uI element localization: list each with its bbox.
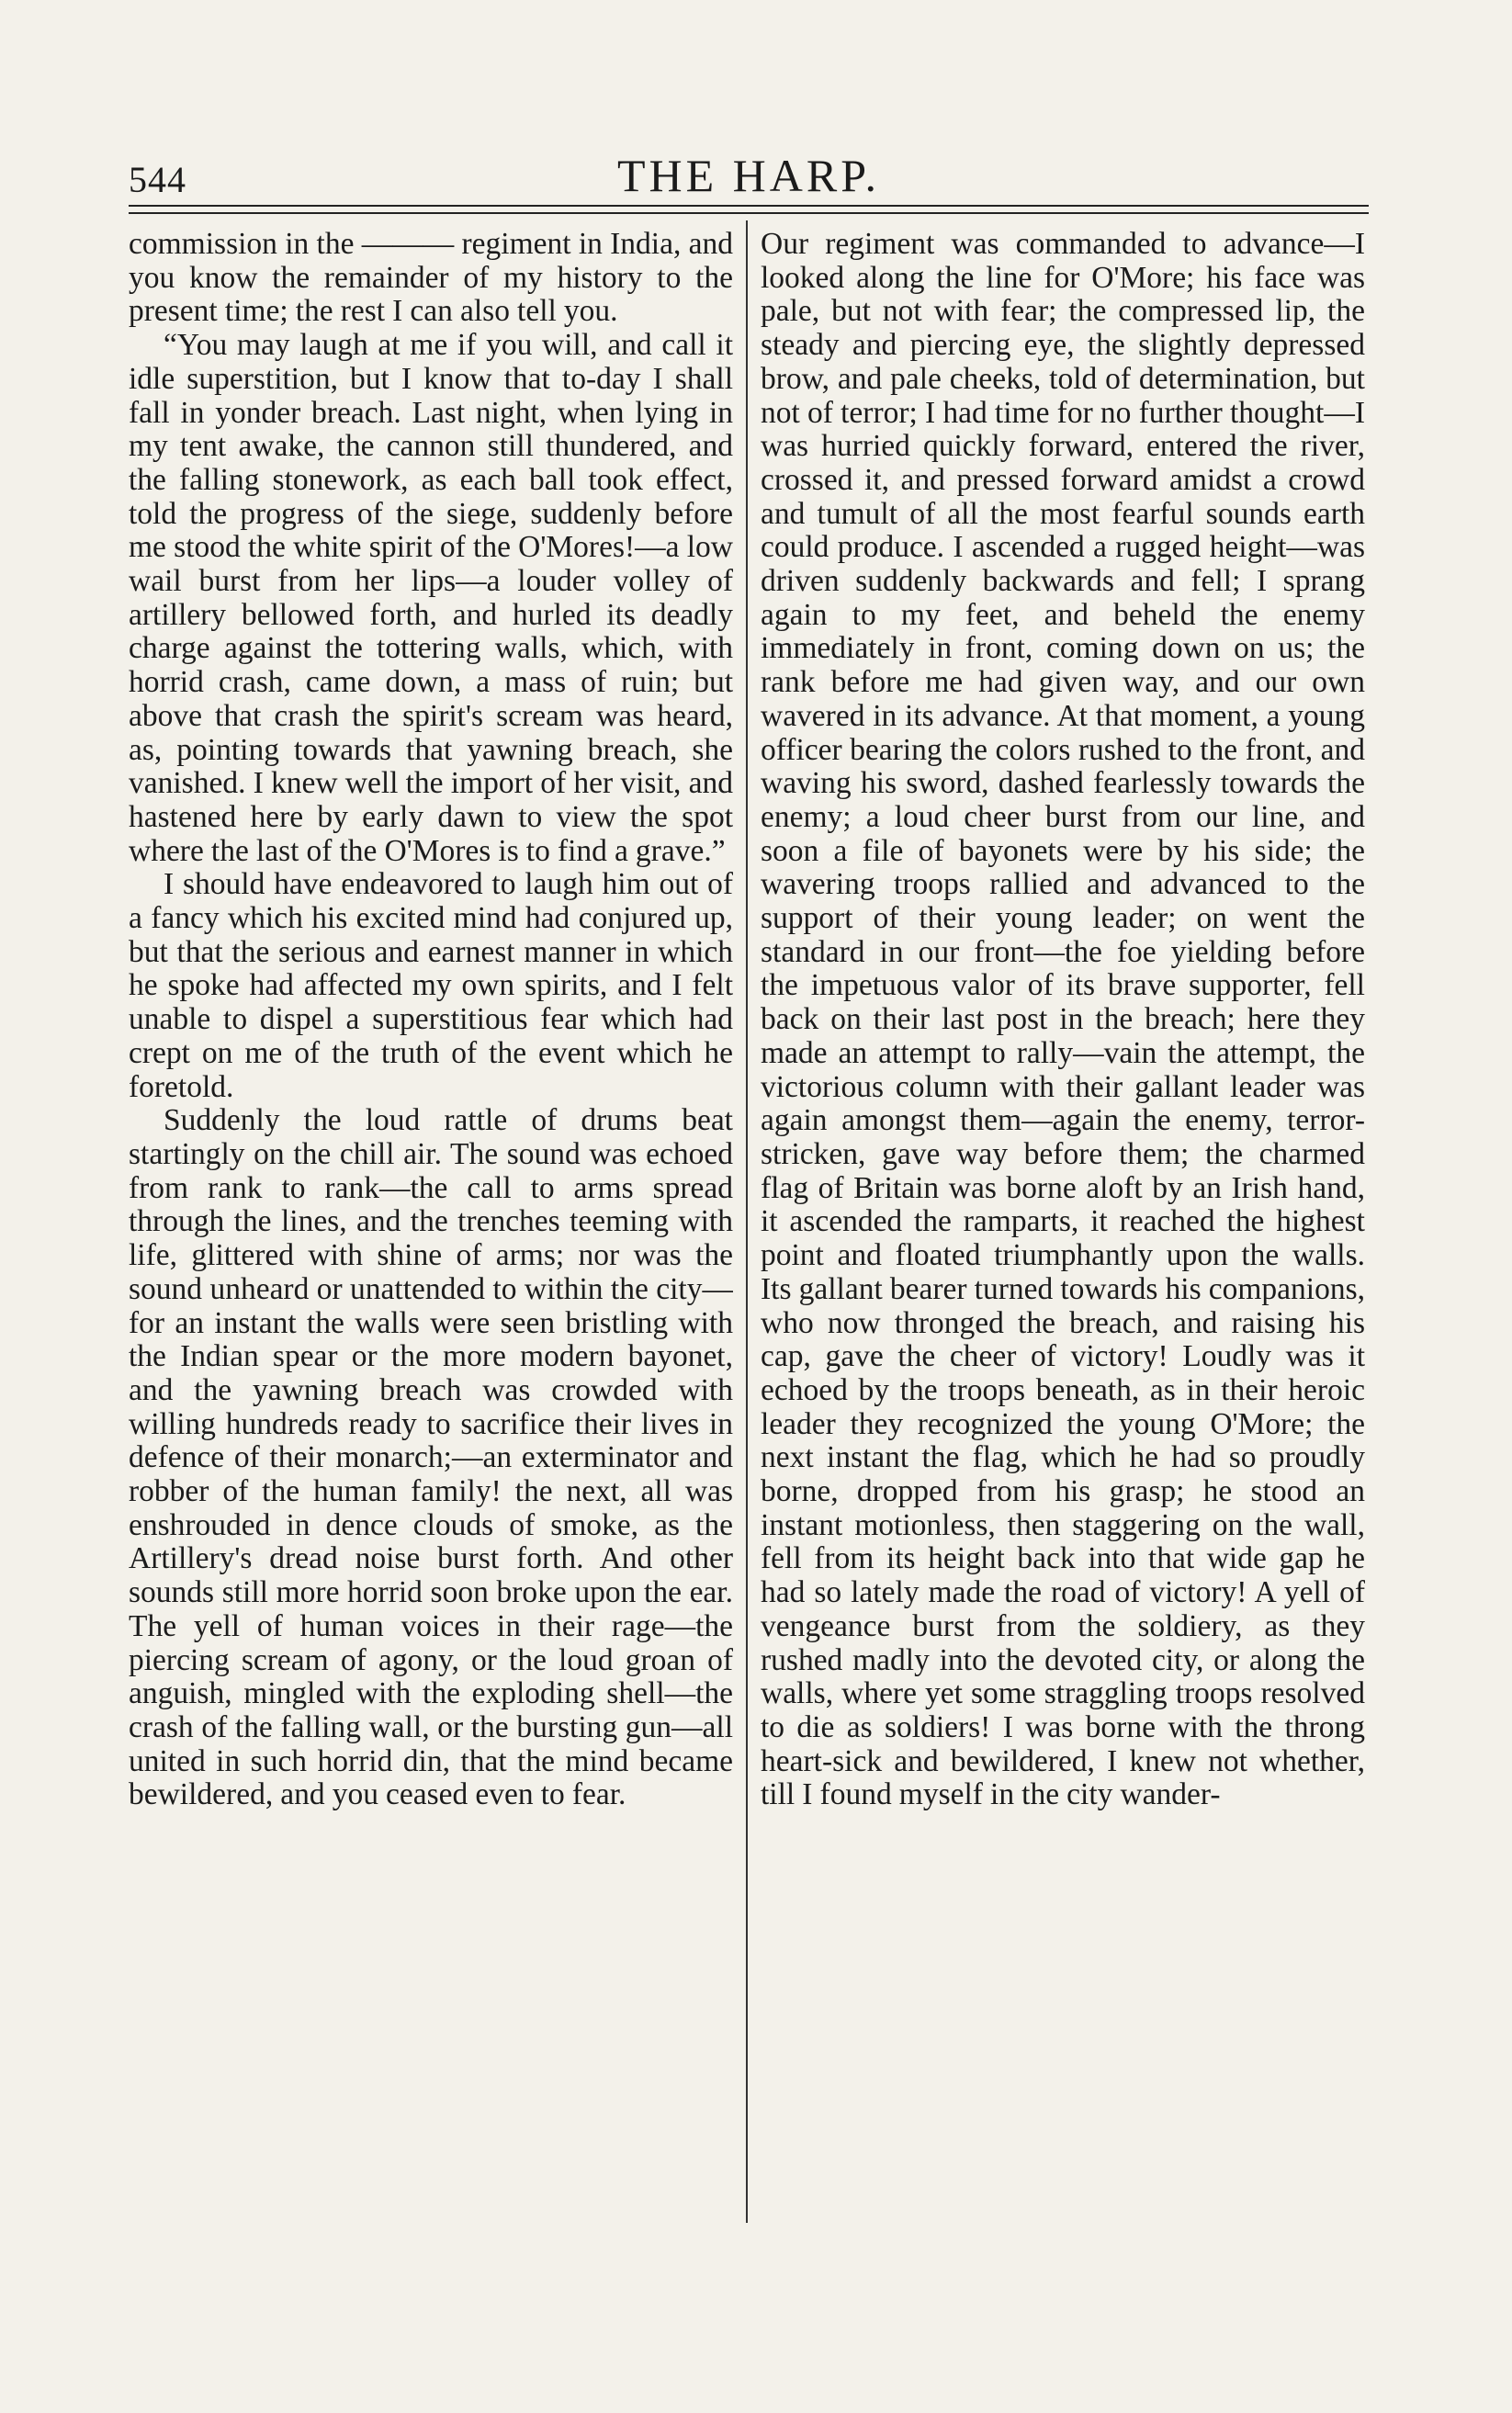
paragraph: I should have endeavored to laugh him out of a fancy which his excited mind had conjured up, but that the serious and earnest manner in which he spoke had affected my own spirits, and I felt unable to dispel a superstitious fear which had crept on me of the truth of the event which he foretold. (129, 867, 733, 1104)
column-divider (746, 220, 748, 2223)
running-title: THE HARP. (616, 150, 881, 201)
paragraph: “You may laugh at me if you will, and call it idle superstition, but I know that to-day I shall fall in yonder breach. Last night, when lying in my tent awake, the cannon still thundered, and the falling stonework, as each ball took effect, told the progress of the siege, suddenly before me stood the white spirit of the O'Mores!—a low wail burst from her lips—a louder volley of artillery bellowed forth, and hurled its deadly charge against the tottering walls, which, with horrid crash, came down, a mass of ruin; but above that crash the spirit's scream was heard, as, pointing towards that yawning breach, she vanished. I knew well the import of her visit, and hastened here by early dawn to view the spot where the last of the O'Mores is to find a grave.” (129, 328, 733, 868)
header-rule-bottom (129, 212, 1369, 214)
right-column (761, 228, 1365, 2214)
left-column (129, 228, 733, 2214)
page-number: 544 (129, 159, 186, 200)
header-rule-top (129, 205, 1369, 207)
paragraph: Our regiment was commanded to advance—I looked along the line for O'More; his face was pale, but not with fear; the compressed lip, the steady and piercing eye, the slightly depressed brow, and pale cheeks, told of determination, but not of terror; I had time for no further thought—I was hurried quickly forward, entered the river, crossed it, and pressed forward amidst a crowd and tumult of all the most fearful sounds earth could produce. I ascended a rugged height—was driven suddenly backwards and fell; I sprang again to my feet, and beheld the enemy immediately in front, coming down on us; the rank before me had given way, and our own wavered in its advance. At that moment, a young officer bearing the colors rushed to the front, and waving his sword, dashed fearlessly towards the enemy; a loud cheer burst from our line, and soon a file of bayonets were by his side; the wavering troops rallied and advanced to the support of their young leader; on went the standard in our front—the foe yielding before the impetuous valor of its brave supporter, fell back on their last post in the breach; here they made an attempt to rally—vain the attempt, the victorious column with their gallant leader was again amongst them—again the enemy, terror-stricken, gave way before them; the charmed flag of Britain was borne aloft by an Irish hand, it ascended the ramparts, it reached the highest point and floated triumphantly upon the walls. Its gallant bearer turned towards his companions, who now thronged the breach, and raising his cap, gave the cheer of victory! Loudly was it echoed by the troops beneath, as in their heroic leader they recognized the young O'More; the next instant the flag, which he had so proudly borne, dropped from his grasp; he stood an instant motionless, then staggering on the wall, fell from its height back into that wide gap he had so lately made the road of victory! A yell of vengeance burst from the soldiery, as they rushed madly into the devoted city, or along the walls, where yet some straggling troops resolved to die as soldiers! I was borne with the throng heart-sick and bewildered, I knew not whether, till I found myself in the city wander- (761, 228, 1365, 1812)
paragraph: Suddenly the loud rattle of drums beat startingly on the chill air. The sound was echoed from rank to rank—the call to arms spread through the lines, and the trenches teeming with life, glittered with shine of arms; nor was the sound unheard or unattended to within the city—for an instant the walls were seen bristling with the Indian spear or the more modern bayonet, and the yawning breach was crowded with willing hundreds ready to sacrifice their lives in defence of their monarch;—an exterminator and robber of the human family! the next, all was enshrouded in dence clouds of smoke, as the Artillery's dread noise burst forth. And other sounds still more horrid soon broke upon the ear. The yell of human voices in their rage—the piercing scream of agony, or the loud groan of anguish, mingled with the exploding shell—the crash of the falling wall, or the bursting gun—all united in such horrid din, that the mind became bewildered, and you ceased even to fear. (129, 1103, 733, 1812)
page-header (129, 147, 1369, 211)
paragraph: commission in the ——— regiment in India, and you know the remainder of my history to the present time; the rest I can also tell you. (129, 228, 733, 329)
